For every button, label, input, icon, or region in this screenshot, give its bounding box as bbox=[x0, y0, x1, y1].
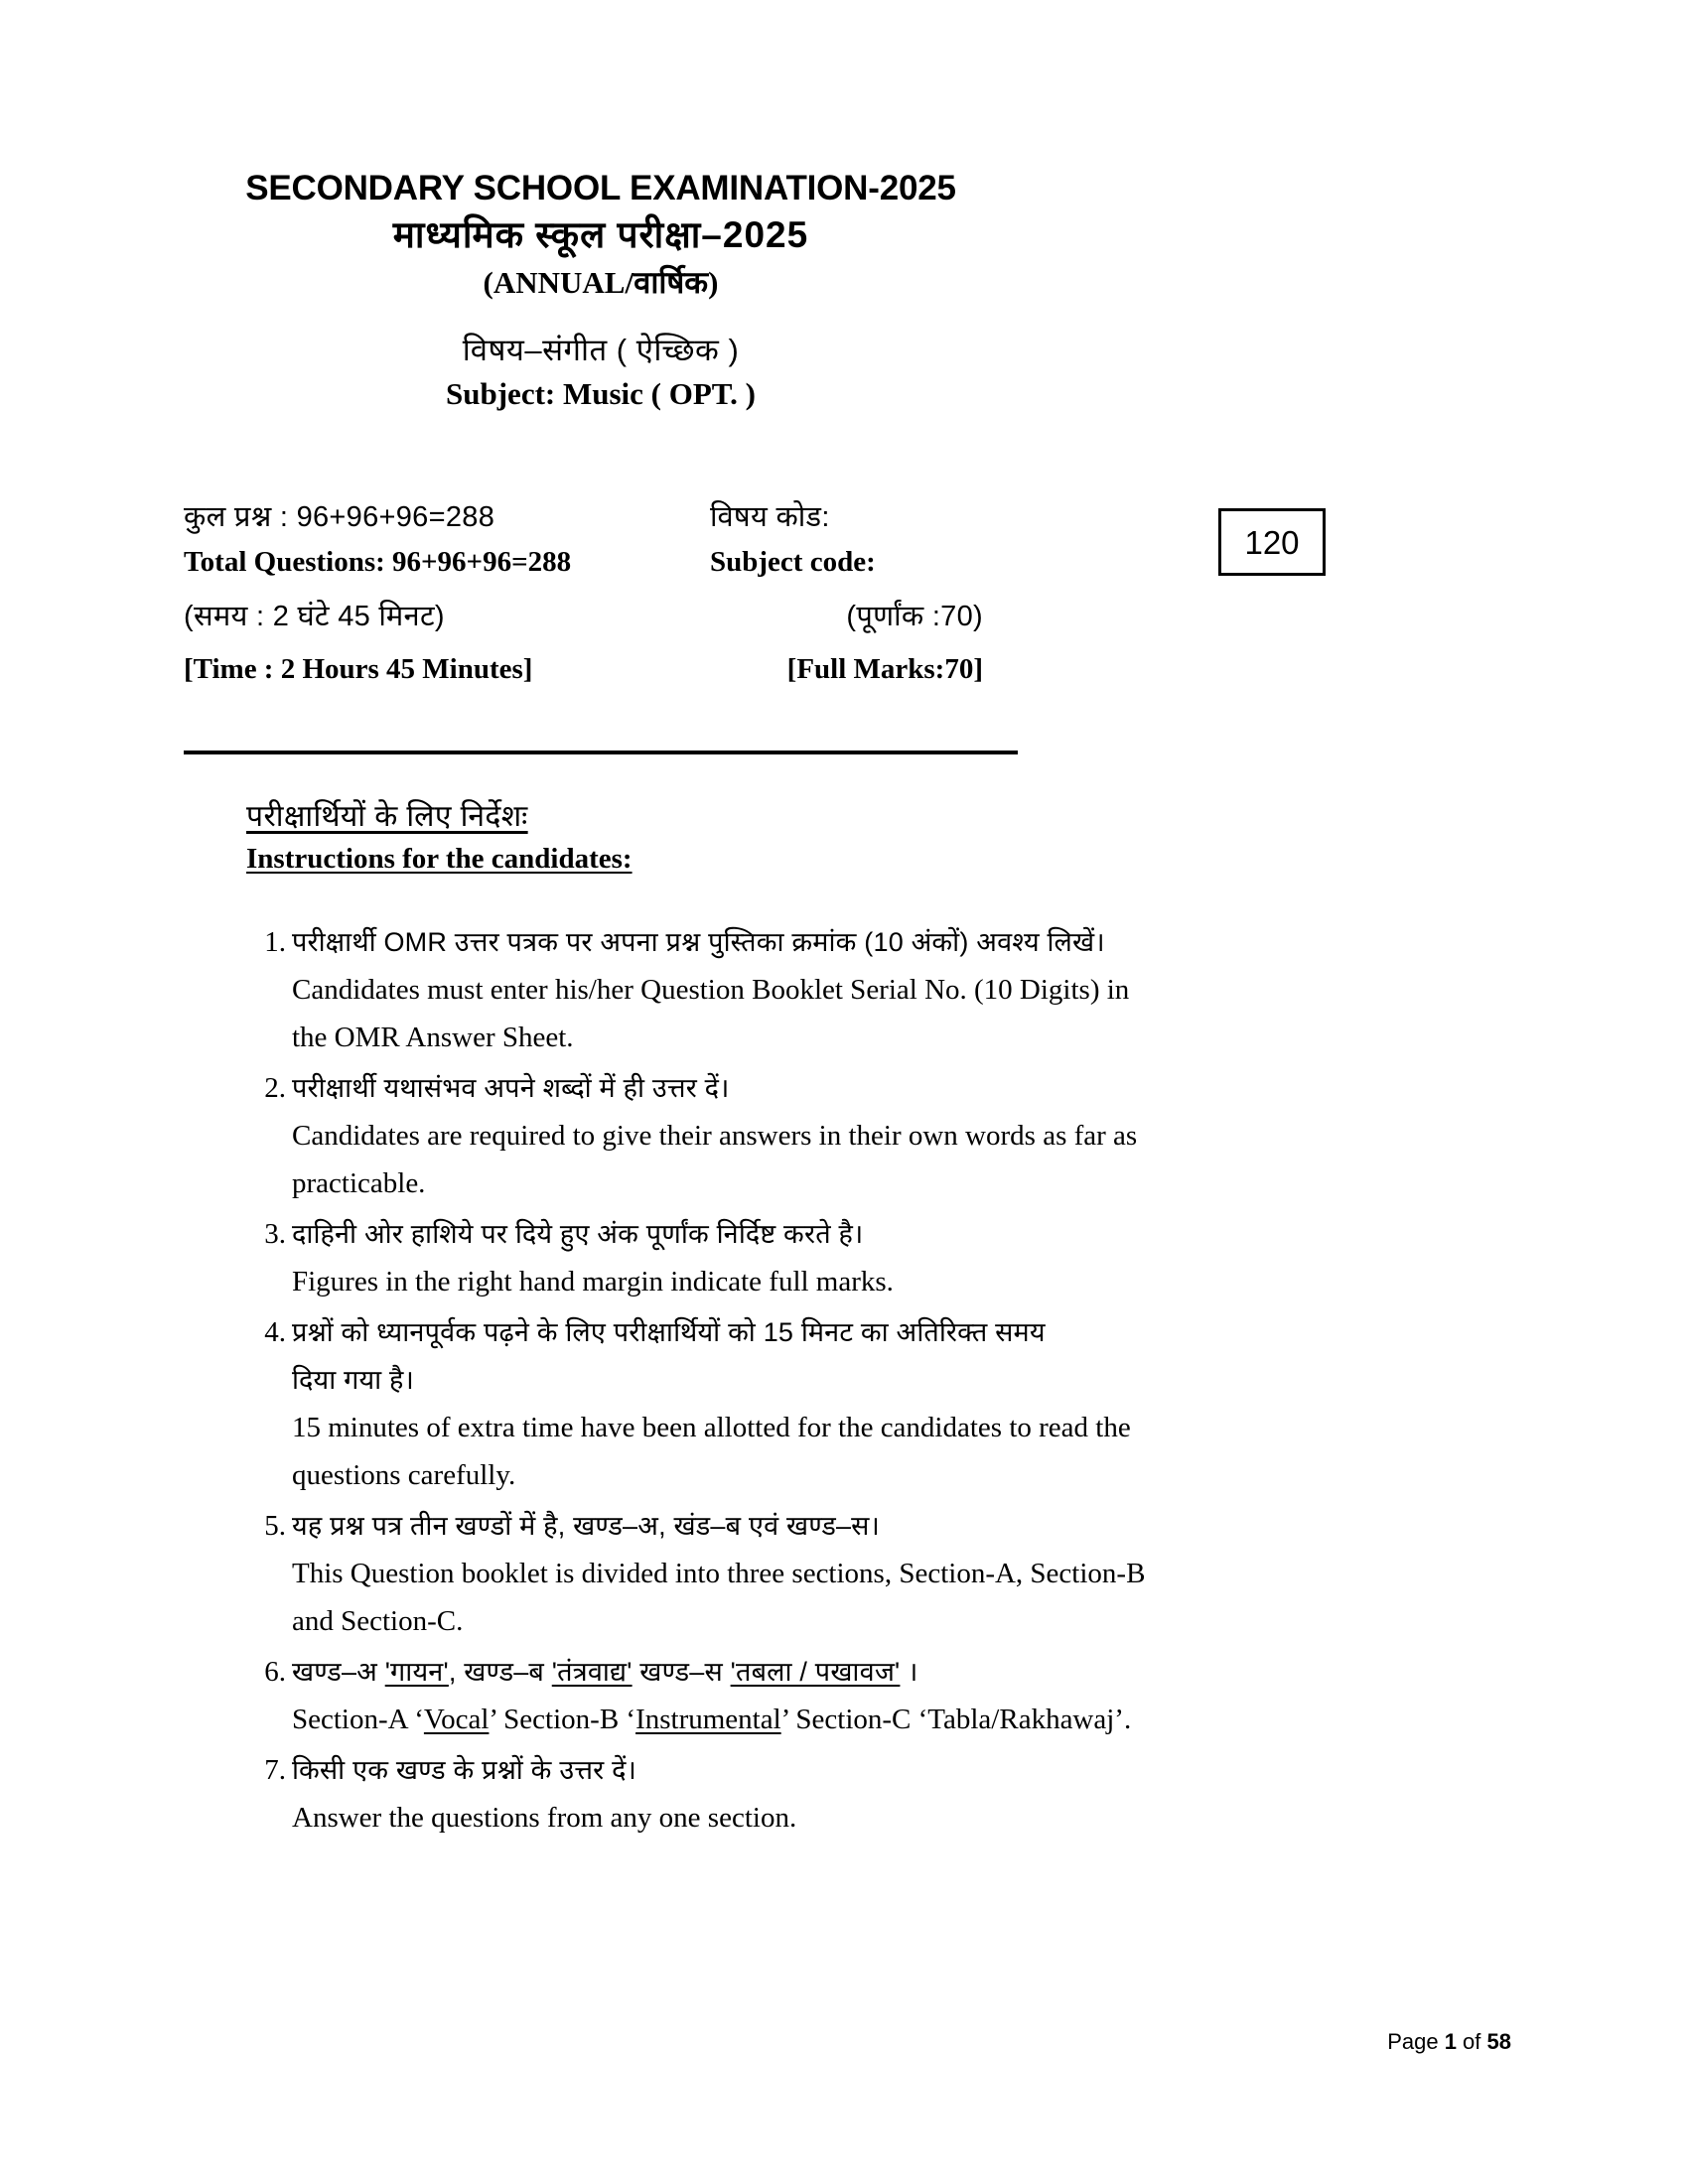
exam-meta-block bbox=[184, 496, 1018, 703]
instruction-item bbox=[246, 1648, 1413, 1743]
instruction-number: 1. bbox=[264, 926, 286, 958]
instruction-item bbox=[246, 918, 1413, 1061]
instructions-heading bbox=[246, 794, 1438, 876]
instruction-text-hindi: किसी एक खण्ड के प्रश्नों के उत्तर दें। bbox=[292, 1755, 637, 1785]
instruction-text-english bbox=[292, 1696, 1413, 1743]
section-a-prefix-english: Section-A ‘ bbox=[292, 1704, 424, 1735]
instruction-item bbox=[246, 1746, 1413, 1842]
section-b-term-hindi: 'तंत्रवाद्य' bbox=[551, 1657, 633, 1687]
header-divider bbox=[184, 751, 1018, 754]
instruction-text-english: Answer the questions from any one section. bbox=[292, 1802, 797, 1834]
footer-current-page: 1 bbox=[1444, 2029, 1457, 2054]
instruction-text-english: Figures in the right hand margin indicate full marks. bbox=[292, 1266, 894, 1297]
full-marks-hindi: (पूर्णांक :70) bbox=[846, 601, 983, 632]
page-footer bbox=[1387, 2029, 1511, 2055]
section-b-term-english: Instrumental bbox=[635, 1704, 781, 1735]
footer-middle: of bbox=[1456, 2029, 1487, 2054]
instruction-text-english: This Question booklet is divided into three sections, Section-A, Section-B bbox=[292, 1558, 1146, 1589]
page-header bbox=[184, 169, 1018, 415]
exam-title-hindi: माध्यमिक स्कूल परीक्षा–2025 bbox=[392, 214, 809, 256]
exam-title-english: SECONDARY SCHOOL EXAMINATION-2025 bbox=[245, 169, 956, 207]
time-hindi: (समय : 2 घंटे 45 मिनट) bbox=[184, 601, 445, 632]
instruction-text-english: practicable. bbox=[292, 1167, 426, 1199]
instruction-text-english: questions carefully. bbox=[292, 1459, 516, 1491]
subject-code-label-english: Subject code: bbox=[710, 546, 876, 578]
instructions-heading-english: Instructions for the candidates: bbox=[246, 843, 633, 875]
instruction-item bbox=[246, 1308, 1413, 1499]
section-a-prefix-hindi: खण्ड–अ bbox=[292, 1657, 385, 1687]
instruction-number: 6. bbox=[264, 1656, 286, 1688]
instruction-text-english: 15 minutes of extra time have been allotted for the candidates to read the bbox=[292, 1412, 1131, 1443]
footer-prefix: Page bbox=[1387, 2029, 1445, 2054]
meta-row-time-english bbox=[184, 653, 1018, 703]
time-english: [Time : 2 Hours 45 Minutes] bbox=[184, 653, 533, 685]
instruction-text-hindi: परीक्षार्थी यथासंभव अपने शब्दों में ही उत्तर दें। bbox=[292, 1073, 730, 1103]
instruction-number: 4. bbox=[264, 1316, 286, 1348]
footer-total-pages: 58 bbox=[1486, 2029, 1511, 2054]
subject-label-english: Subject: Music ( OPT. ) bbox=[446, 376, 756, 412]
meta-row-questions-english bbox=[184, 546, 1018, 596]
total-questions-english: Total Questions: 96+96+96=288 bbox=[184, 546, 572, 578]
instruction-item bbox=[246, 1064, 1413, 1207]
section-b-prefix-english: ’ Section-B ‘ bbox=[489, 1704, 636, 1735]
instruction-text-english: Candidates must enter his/her Question Booklet Serial No. (10 Digits) in bbox=[292, 974, 1130, 1006]
instructions-list bbox=[246, 918, 1413, 1844]
instructions-heading-hindi: परीक्षार्थियों के लिए निर्देशः bbox=[246, 800, 528, 833]
section-c-term-hindi: 'तबला / पखावज' bbox=[730, 1657, 901, 1687]
section-b-prefix-hindi: , खण्ड–ब bbox=[448, 1657, 552, 1687]
section-a-term-hindi: 'गायन' bbox=[384, 1657, 449, 1687]
instruction-text-hindi: दाहिनी ओर हाशिये पर दिये हुए अंक पूर्णांक निर्दिष्ट करते है। bbox=[292, 1219, 864, 1249]
instruction-text-hindi: प्रश्नों को ध्यानपूर्वक पढ़ने के लिए परीक्षार्थियों को 15 मिनट का अतिरिक्त समय bbox=[292, 1317, 1046, 1347]
instruction-text-hindi bbox=[292, 1648, 1413, 1696]
instruction-text-hindi: यह प्रश्न पत्र तीन खण्डों में है, खण्ड–अ, खंड–ब एवं खण्ड–स। bbox=[292, 1511, 881, 1541]
total-questions-hindi: कुल प्रश्न : 96+96+96=288 bbox=[184, 501, 495, 533]
section-c-term-english: ’ Section-C ‘Tabla/Rakhawaj’. bbox=[780, 1704, 1132, 1735]
instruction-number: 3. bbox=[264, 1218, 286, 1250]
section-suffix-hindi: । bbox=[900, 1657, 918, 1687]
instruction-item bbox=[246, 1502, 1413, 1645]
exam-session-label: (ANNUAL/वार्षिक) bbox=[483, 265, 719, 301]
instruction-item bbox=[246, 1210, 1413, 1305]
instruction-text-hindi: दिया गया है। bbox=[292, 1365, 415, 1395]
instruction-text-hindi: परीक्षार्थी OMR उत्तर पत्रक पर अपना प्रश्न पुस्तिका क्रमांक (10 अंकों) अवश्य लिखें। bbox=[292, 927, 1105, 957]
full-marks-english: [Full Marks:70] bbox=[786, 653, 983, 685]
subject-code-value: 120 bbox=[1244, 523, 1300, 561]
meta-row-questions-hindi bbox=[184, 496, 1018, 546]
section-c-prefix-hindi: खण्ड–स bbox=[632, 1657, 731, 1687]
instruction-number: 7. bbox=[264, 1754, 286, 1786]
subject-code-label-hindi: विषय कोड: bbox=[710, 501, 830, 533]
instruction-number: 5. bbox=[264, 1510, 286, 1542]
instruction-text-english: Candidates are required to give their answers in their own words as far as bbox=[292, 1120, 1138, 1152]
instruction-text-english: and Section-C. bbox=[292, 1605, 464, 1637]
subject-label-hindi: विषय–संगीत ( ऐच्छिक ) bbox=[462, 332, 740, 367]
meta-row-time-hindi bbox=[184, 596, 1018, 653]
section-a-term-english: Vocal bbox=[423, 1704, 490, 1735]
instruction-number: 2. bbox=[264, 1072, 286, 1104]
subject-code-box bbox=[1218, 508, 1326, 576]
instruction-text-english: the OMR Answer Sheet. bbox=[292, 1022, 574, 1053]
